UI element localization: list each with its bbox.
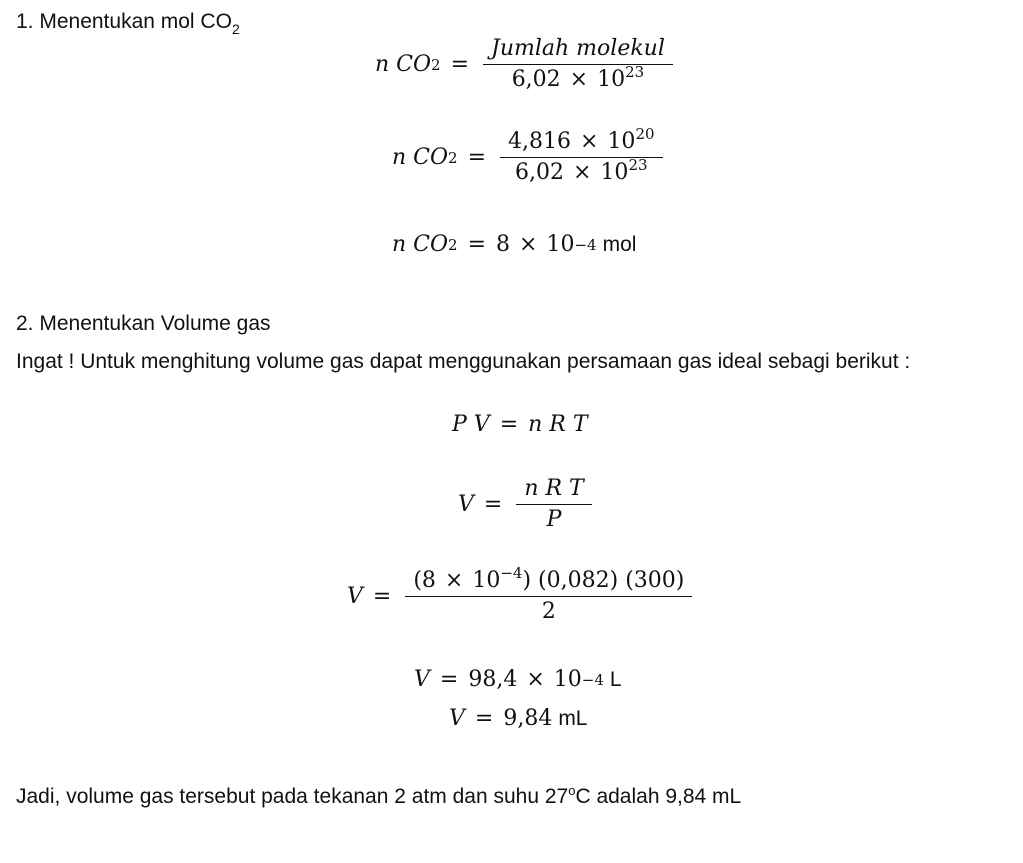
equation-mol-formula: n CO 2 = $\frac{\text{Jumlah molekul}}{6,02 \times 10^{23}}$ <box>375 34 677 95</box>
equation-ideal-gas: P V = n R T <box>452 412 588 437</box>
conclusion-text: Jadi, volume gas tersebut pada tekanan 2 atm dan suhu 27$^o$C adalah 9,84 mL <box>16 783 742 808</box>
equation-volume-result-liters: V = 98,4 × 10 −4 L <box>414 667 622 692</box>
step1-heading: 1. Menentukan mol $CO_2$ <box>16 10 240 37</box>
equation-volume-substitution: V = $\frac{(8 \times 10^{-4}) (0,082) (300)}{2}$ <box>347 566 696 627</box>
step2-note: Ingat ! Untuk menghitung volume gas dapat menggunakan persamaan gas ideal sebagi berikut : <box>16 350 911 373</box>
fraction: $\frac{\text{Jumlah molekul}}{6,02 \times 10^{23}}$ <box>483 34 673 95</box>
equation-volume-result-milliliters: V = 9,84 mL <box>449 706 588 731</box>
equation-mol-result: n CO 2 = 8 × 10 −4 mol <box>392 232 637 257</box>
fraction: $\frac{4,816 \times 10^{20}}{6,02 \times 10^{23}}$ <box>500 127 663 188</box>
equation-volume-formula: V = $\frac{\text{n R T}}{P}$ <box>458 474 596 535</box>
fraction: $\frac{(8 \times 10^{-4}) (0,082) (300)}{2}$ <box>405 566 692 627</box>
equation-mol-substitution: n CO 2 = $\frac{4,816 \times 10^{20}}{6,02 \times 10^{23}}$ <box>392 127 667 188</box>
fraction: $\frac{\text{n R T}}{P}$ <box>516 474 591 535</box>
step2-heading: 2. Menentukan Volume gas <box>16 312 271 335</box>
